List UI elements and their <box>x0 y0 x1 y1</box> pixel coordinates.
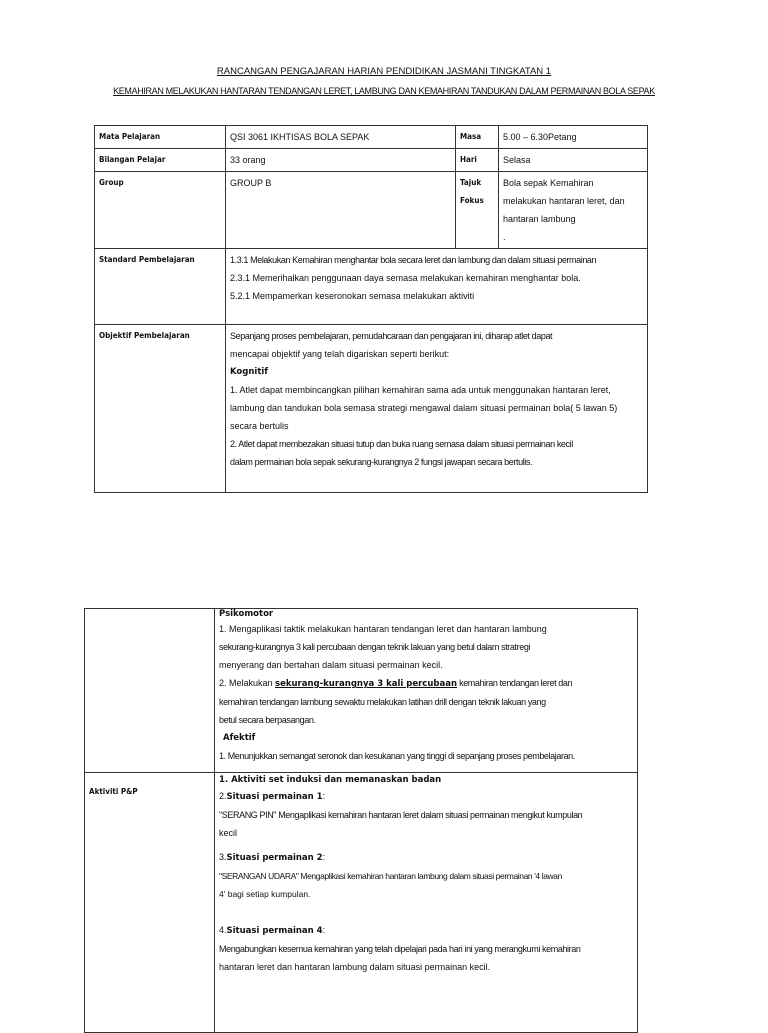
row-objektif <box>95 325 648 493</box>
afektif-line: 1. Menunjukkan semangat seronok dan kesukanan yang tinggi di sepanjang proses pembelajaran. <box>219 751 575 761</box>
kognitif-line: 1. Atlet dapat membincangkan pilihan kemahiran sama ada untuk menggunakan hantaran leret, <box>230 385 611 395</box>
kognitif-line: 2. Atlet dapat membezakan situasi tutup dan buka ruang semasa dalam situasi permainan kecil <box>230 439 573 449</box>
psikomotor-2-prefix: 2. Melakukan <box>219 678 276 688</box>
psikomotor-line: sekurang-kurangnya 3 kali percubaan dengan teknik lakuan yang betul dalam stratregi <box>219 642 531 652</box>
label-fokus: Fokus <box>460 196 484 205</box>
row-aktiviti <box>85 773 638 1033</box>
standard-line: 5.2.1 Mempamerkan keseronokan semasa melakukan aktiviti <box>230 291 475 301</box>
label-masa: Masa <box>456 126 499 149</box>
objektif-line: Sepanjang proses pembelajaran, pemudahcaraan dan pengajaran ini, diharap atlet dapat <box>230 331 553 341</box>
standard-line: 2.3.1 Memerihalkan penggunaan daya semasa melakukan kemahiran menghantar bola. <box>230 273 581 283</box>
tajuk-line: . <box>503 232 506 242</box>
value-tajuk-fokus <box>499 172 648 249</box>
empty-label-cell <box>85 609 215 773</box>
psikomotor-line: menyerang dan bertahan dalam situasi permainan kecil. <box>219 660 443 670</box>
item-3-title: Situasi permainan 2 <box>226 853 323 863</box>
value-group: GROUP B <box>226 172 456 249</box>
afektif-heading: Afektif <box>223 733 256 743</box>
kognitif-line: secara bertulis <box>230 421 289 431</box>
item-4-number: 4. <box>219 925 227 935</box>
objektif-line: mencapai objektif yang telah digariskan seperti berikut: <box>230 349 450 359</box>
psikomotor-heading: Psikomotor <box>219 609 274 619</box>
lesson-activity-table <box>84 608 638 1033</box>
psikomotor-line: 1. Mengaplikasi taktik melakukan hantaran tendangan leret dan hantaran lambung <box>219 624 547 634</box>
aktiviti-item-1: 1. Aktiviti set induksi dan memanaskan badan <box>219 775 442 785</box>
aktiviti-item-2-line: "SERANG PIN" Mengaplikasi kemahiran hantaran leret dalam situasi permainan mengikut kumpulan <box>219 810 583 820</box>
item-2-number: 2. <box>219 791 227 801</box>
row-mata-pelajaran <box>95 126 648 149</box>
aktiviti-item-3-line: 4' bagi setiap kumpulan. <box>219 889 311 899</box>
psikomotor-line: betul secara berpasangan. <box>219 715 316 725</box>
item-3-number: 3. <box>219 852 227 862</box>
value-hari: Selasa <box>499 149 648 172</box>
value-objektif-pembelajaran <box>226 325 648 493</box>
psikomotor-2-suffix: kemahiran tendangan leret dan <box>457 678 573 688</box>
kognitif-line: lambung dan tandukan bola semasa strategi mengawal dalam situasi permainan bola( 5 lawan 5) <box>230 403 618 413</box>
standard-line: 1.3.1 Melakukan Kemahiran menghantar bola secara leret dan lambung dan dalam situasi permainan <box>230 255 597 265</box>
value-mata-pelajaran: QSI 3061 IKHTISAS BOLA SEPAK <box>226 126 456 149</box>
kognitif-heading: Kognitif <box>230 367 269 377</box>
tajuk-line: melakukan hantaran leret, dan <box>503 196 625 206</box>
label-bilangan-pelajar: Bilangan Pelajar <box>95 149 226 172</box>
tajuk-line: hantaran lambung <box>503 214 576 224</box>
aktiviti-item-4-line: hantaran leret dan hantaran lambung dalam situasi permainan kecil. <box>219 962 491 972</box>
aktiviti-item-3-line: "SERANGAN UDARA" Mengaplikasi kemahiran hantaran lambung dalam situasi permainan '4 lawan <box>219 871 562 881</box>
aktiviti-item-4-line: Mengabungkan kesemua kemahiran yang telah dipelajari pada hari ini yang merangkumi kemahiran <box>219 944 581 954</box>
label-tajuk-fokus <box>456 172 499 249</box>
psikomotor-line: kemahiran tendangan lambung sewaktu melakukan latihan drill dengan teknik lakuan yang <box>219 697 546 707</box>
row-bilangan <box>95 149 648 172</box>
row-psikomotor-afektif <box>85 609 638 773</box>
document-title: RANCANGAN PENGAJARAN HARIAN PENDIDIKAN JASMANI TINGKATAN 1 <box>216 66 552 77</box>
psikomotor-line-2 <box>219 674 633 693</box>
kognitif-line: dalam permainan bola sepak sekurang-kurangnya 2 fungsi jawapan secara bertulis. <box>230 457 533 467</box>
psikomotor-afektif-content <box>215 609 638 773</box>
label-standard-pembelajaran: Standard Pembelajaran <box>95 249 226 325</box>
tajuk-line: Bola sepak Kemahiran <box>503 178 594 188</box>
aktiviti-content <box>215 773 638 1033</box>
aktiviti-item-2-heading <box>219 787 633 806</box>
item-2-colon: : <box>322 791 326 801</box>
label-hari: Hari <box>456 149 499 172</box>
value-masa: 5.00 – 6.30Petang <box>499 126 648 149</box>
label-objektif-pembelajaran: Objektif Pembelajaran <box>95 325 226 493</box>
document-subtitle: KEMAHIRAN MELAKUKAN HANTARAN TENDANGAN LERET, LAMBUNG DAN KEMAHIRAN TANDUKAN DALAM PERMAINAN BOLA SEPAK <box>113 86 655 96</box>
psikomotor-2-emphasis: sekurang-kurangnya 3 kali percubaan <box>275 679 457 689</box>
value-bilangan-pelajar: 33 orang <box>226 149 456 172</box>
label-group: Group <box>95 172 226 249</box>
label-aktiviti-pnp: Aktiviti P&P <box>85 773 215 1033</box>
item-2-title: Situasi permainan 1 <box>226 792 323 802</box>
aktiviti-item-2-line: kecil <box>219 828 238 838</box>
item-4-colon: : <box>322 925 326 935</box>
lesson-info-table <box>94 125 648 493</box>
item-3-colon: : <box>322 852 326 862</box>
aktiviti-item-4-heading <box>219 921 633 940</box>
label-mata-pelajaran: Mata Pelajaran <box>95 126 226 149</box>
row-group <box>95 172 648 249</box>
row-standard <box>95 249 648 325</box>
value-standard-pembelajaran <box>226 249 648 325</box>
label-tajuk: Tajuk <box>460 178 482 187</box>
item-4-title: Situasi permainan 4 <box>226 926 323 936</box>
aktiviti-item-3-heading <box>219 848 633 867</box>
